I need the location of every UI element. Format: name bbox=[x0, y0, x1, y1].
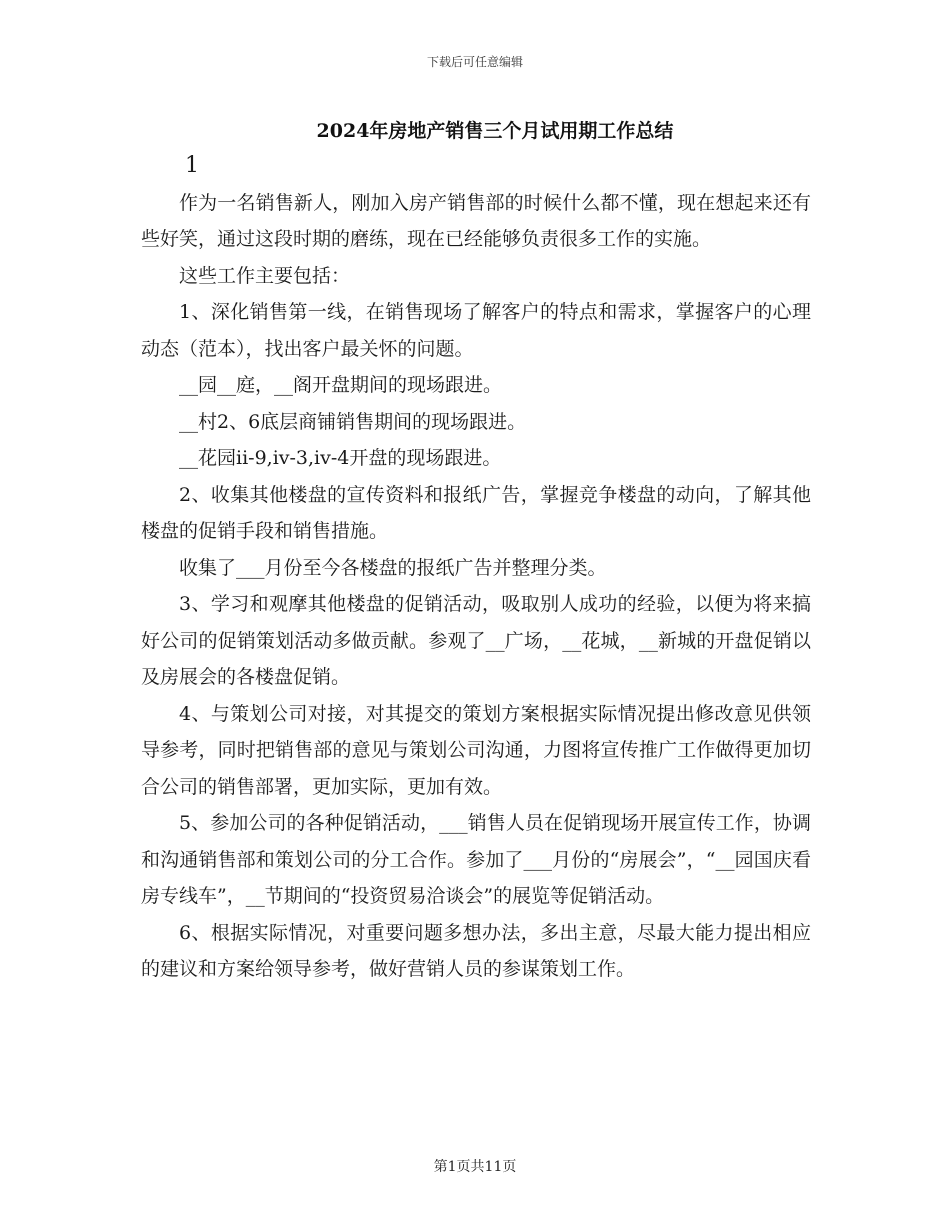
document-body bbox=[141, 148, 811, 988]
paragraph-item-4: 4、与策划公司对接，对其提交的策划方案根据实际情况提出修改意见供领导参考，同时把销售部的意见与策划公司沟通，力图将宣传推广工作做得更加切合公司的销售部署，更加实际，更加有效。 bbox=[141, 702, 811, 798]
paragraph-item-6: 6、根据实际情况，对重要问题多想办法，多出主意，尽最大能力提出相应的建议和方案给领导参考，做好营销人员的参谋策划工作。 bbox=[141, 921, 811, 980]
paragraph-intro: 作为一名销售新人，刚加入房产销售部的时候什么都不懂，现在想起来还有些好笑，通过这段时期的磨练，现在已经能够负责很多工作的实施。 bbox=[141, 191, 811, 250]
paragraph-item-2-sub: 收集了___月份至今各楼盘的报纸广告并整理分类。 bbox=[179, 556, 607, 579]
paragraph-item-3: 3、学习和观摩其他楼盘的促销活动，吸取别人成功的经验，以便为将来搞好公司的促销策划活动多做贡献。参观了__广场，__花城，__新城的开盘促销以及房展会的各楼盘促销。 bbox=[141, 593, 811, 688]
paragraph-item-1: 1、深化销售第一线，在销售现场了解客户的特点和需求，掌握客户的心理动态（范本），找出客户最关怀的问题。 bbox=[141, 301, 811, 360]
document-title: 2024年房地产销售三个月试用期工作总结 bbox=[316, 120, 674, 142]
header-note: 下载后可任意编辑 bbox=[426, 55, 523, 69]
paragraph-item-1-sub-3: __花园ii-9,iv-3,iv-4开盘的现场跟进。 bbox=[179, 447, 502, 469]
page-number-footer: 第1页共11页 bbox=[433, 1159, 517, 1175]
section-number: 1 bbox=[185, 153, 199, 178]
paragraph-work-list-heading: 这些工作主要包括： bbox=[179, 264, 351, 287]
paragraph-item-1-sub-2: __村2、6底层商铺销售期间的现场跟进。 bbox=[179, 410, 527, 433]
paragraph-item-5: 5、参加公司的各种促销活动，___销售人员在促销现场开展宣传工作，协调和沟通销售部和策划公司的分工合作。参加了___月份的“房展会”，“__园国庆看房专线车”，__节期间的“投资贸易洽谈会”的展览等促销活动。 bbox=[141, 812, 811, 907]
paragraph-item-2: 2、收集其他楼盘的宣传资料和报纸广告，掌握竞争楼盘的动向，了解其他楼盘的促销手段和销售措施。 bbox=[141, 483, 811, 542]
paragraph-item-1-sub-1: __园__庭，__阁开盘期间的现场跟进。 bbox=[179, 374, 503, 396]
